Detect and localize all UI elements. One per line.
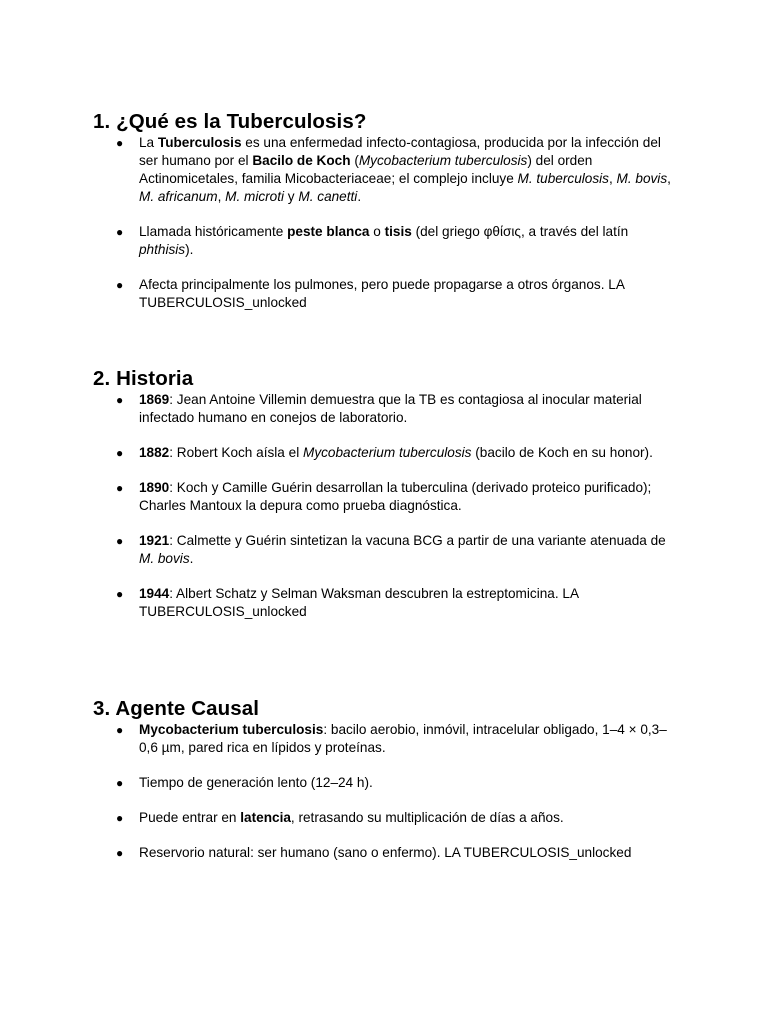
section-heading: 2. Historia bbox=[93, 367, 194, 390]
bold-text-run: peste blanca bbox=[287, 224, 370, 239]
list-item bbox=[93, 134, 683, 206]
text-run: (del griego φθίσις, a través del latín bbox=[411, 224, 629, 239]
list-item-text bbox=[139, 224, 628, 257]
bullet-list bbox=[93, 134, 683, 312]
list-item-text bbox=[139, 775, 373, 790]
italic-text-run: phthisis bbox=[139, 242, 186, 257]
list-item bbox=[93, 774, 683, 792]
list-item bbox=[93, 223, 683, 259]
bold-text-run: 1882 bbox=[139, 445, 170, 460]
bullet-list bbox=[93, 391, 683, 621]
list-item bbox=[93, 844, 683, 862]
bullet-list bbox=[93, 721, 683, 862]
bullet-icon: ● bbox=[116, 811, 124, 825]
text-run: es una enfermedad infecto-contagiosa, producida por la infección del ser humano por el bbox=[139, 135, 661, 168]
italic-text-run: M. africanum bbox=[139, 189, 218, 204]
list-item-text bbox=[139, 392, 642, 425]
list-item-text bbox=[139, 810, 564, 825]
section-heading: 1. ¿Qué es la Tuberculosis? bbox=[93, 110, 367, 133]
bullet-icon: ● bbox=[116, 776, 124, 790]
list-item-text bbox=[139, 586, 578, 619]
text-run: : Albert Schatz y Selman Waksman descubren la estreptomicina. LA TUBERCULOSIS_unlocked bbox=[139, 586, 579, 619]
italic-text-run: Mycobacterium tuberculosis bbox=[303, 445, 472, 460]
list-item bbox=[93, 532, 683, 568]
italic-text-run: M. microti bbox=[225, 189, 285, 204]
bold-text-run: 1944 bbox=[139, 586, 170, 601]
bold-text-run: 1869 bbox=[139, 392, 170, 407]
list-item bbox=[93, 391, 683, 427]
text-run: o bbox=[369, 224, 385, 239]
text-run: Llamada históricamente bbox=[139, 224, 288, 239]
list-item-text bbox=[139, 277, 624, 310]
bold-text-run: 1890 bbox=[139, 480, 170, 495]
text-run: y bbox=[284, 189, 299, 204]
list-item-text bbox=[139, 533, 666, 566]
text-run: : Robert Koch aísla el bbox=[169, 445, 303, 460]
section-historia bbox=[93, 367, 683, 621]
italic-text-run: M. tuberculosis bbox=[517, 171, 609, 186]
text-run: , bbox=[217, 189, 226, 204]
text-run: , bbox=[667, 171, 671, 186]
bold-text-run: Tuberculosis bbox=[157, 135, 242, 150]
list-item bbox=[93, 721, 683, 757]
text-run: Reservorio natural: ser humano (sano o enfermo). LA TUBERCULOSIS_unlocked bbox=[139, 845, 632, 860]
text-run: . bbox=[357, 189, 362, 204]
bullet-icon: ● bbox=[116, 723, 124, 737]
list-item bbox=[93, 444, 683, 462]
text-run: ). bbox=[185, 242, 194, 257]
list-item bbox=[93, 479, 683, 515]
list-item bbox=[93, 276, 683, 312]
text-run: : Koch y Camille Guérin desarrollan la tuberculina (derivado proteico purificado); Charles Mantoux la depura como prueba diagnóstica. bbox=[139, 480, 652, 513]
text-run: : bacilo aerobio, inmóvil, intracelular obligado, 1–4 × 0,3–0,6 µm, pared rica en lípidos y proteínas. bbox=[139, 722, 667, 755]
list-item-text bbox=[139, 445, 653, 460]
bullet-icon: ● bbox=[116, 225, 124, 239]
section-agente-causal bbox=[93, 697, 683, 862]
italic-text-run: M. bovis bbox=[139, 551, 190, 566]
bullet-icon: ● bbox=[116, 393, 124, 407]
text-run: ( bbox=[350, 153, 359, 168]
bold-text-run: Bacilo de Koch bbox=[252, 153, 351, 168]
text-run: , bbox=[608, 171, 617, 186]
bullet-icon: ● bbox=[116, 136, 124, 150]
list-item bbox=[93, 809, 683, 827]
text-run: Tiempo de generación lento (12–24 h). bbox=[139, 775, 373, 790]
section-que-es bbox=[93, 110, 683, 312]
list-item bbox=[93, 585, 683, 621]
list-item-text bbox=[139, 845, 631, 860]
section-heading: 3. Agente Causal bbox=[93, 697, 260, 720]
bold-text-run: latencia bbox=[240, 810, 291, 825]
italic-text-run: Mycobacterium tuberculosis bbox=[358, 153, 528, 168]
text-run: . bbox=[189, 551, 194, 566]
text-run: La bbox=[139, 135, 158, 150]
bullet-icon: ● bbox=[116, 446, 124, 460]
text-run: Afecta principalmente los pulmones, pero puede propagarse a otros órganos. LA TUBERCULOSIS_unlocked bbox=[139, 277, 625, 310]
bold-text-run: 1921 bbox=[139, 533, 170, 548]
bullet-icon: ● bbox=[116, 278, 124, 292]
bullet-icon: ● bbox=[116, 481, 124, 495]
bold-text-run: tisis bbox=[384, 224, 412, 239]
bullet-icon: ● bbox=[116, 846, 124, 860]
list-item-text bbox=[139, 480, 651, 513]
text-run: , retrasando su multiplicación de días a años. bbox=[290, 810, 564, 825]
text-run: : Calmette y Guérin sintetizan la vacuna BCG a partir de una variante atenuada de bbox=[169, 533, 666, 548]
list-item-text bbox=[139, 135, 671, 204]
bullet-icon: ● bbox=[116, 587, 124, 601]
italic-text-run: M. canetti bbox=[298, 189, 358, 204]
bold-text-run: Mycobacterium tuberculosis bbox=[139, 722, 324, 737]
text-run: ) del orden Actinomicetales, familia Micobacteriaceae; el complejo incluye bbox=[139, 153, 593, 186]
text-run: : Jean Antoine Villemin demuestra que la TB es contagiosa al inocular material infectado humano en conejos de laboratorio. bbox=[139, 392, 642, 425]
text-run: Puede entrar en bbox=[139, 810, 241, 825]
list-item-text bbox=[139, 722, 667, 755]
bullet-icon: ● bbox=[116, 534, 124, 548]
text-run: (bacilo de Koch en su honor). bbox=[471, 445, 653, 460]
italic-text-run: M. bovis bbox=[616, 171, 668, 186]
